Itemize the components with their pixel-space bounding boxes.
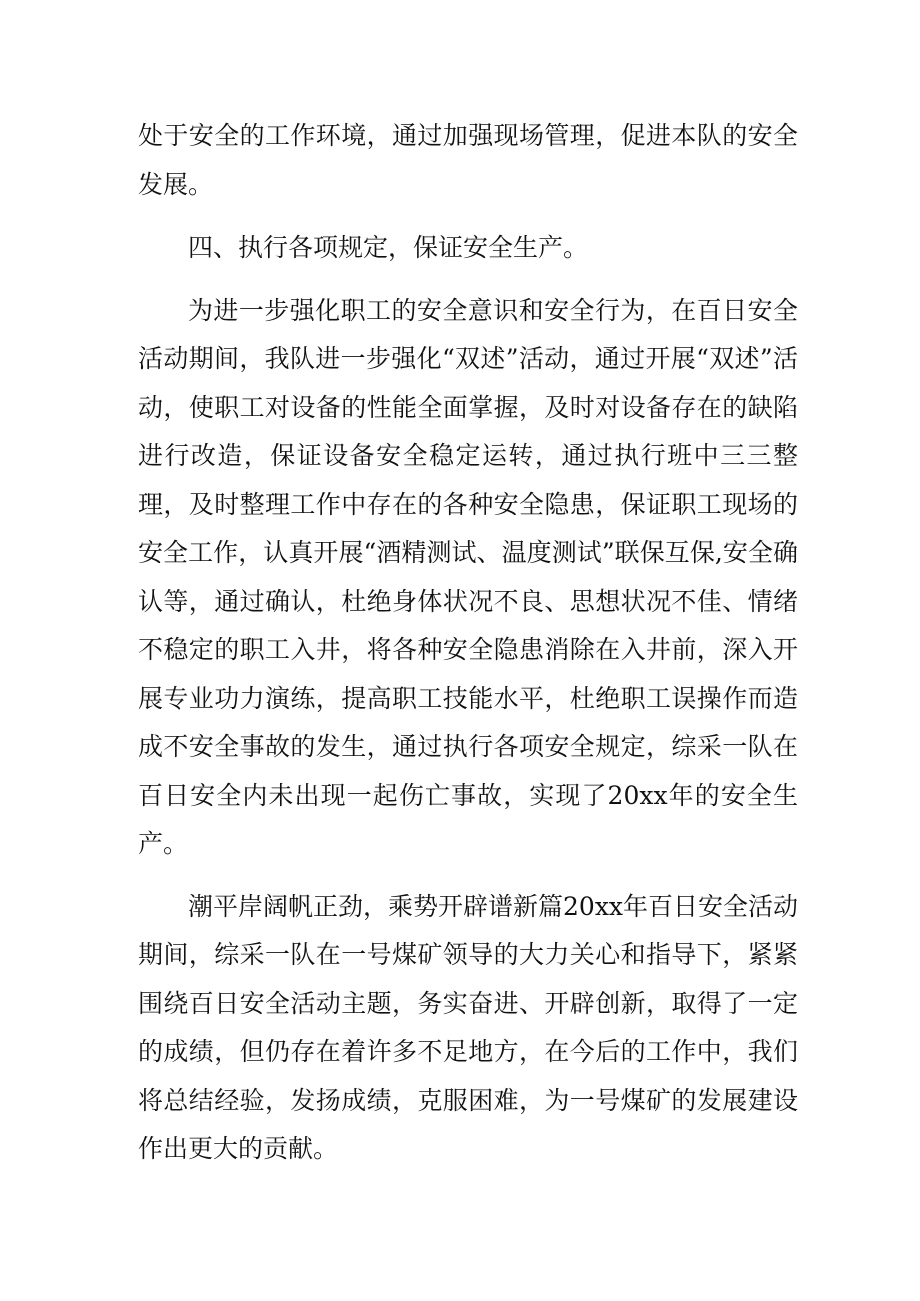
paragraph-conclusion: 潮平岸阔帆正劲，乘势开辟谱新篇20xx年百日安全活动期间，综采一队在一号煤矿领导的大力关心和指导下，紧紧围绕百日安全活动主题，务实奋进、开辟创新，取得了一定的成绩，但仍存在着许多不足地方，在今后的工作中，我们将总结经验，发扬成绩，克服困难，为一号煤矿的发展建设作出更大的贡献。 [138,891,799,1163]
section-heading: 四、执行各项规定，保证安全生产。 [188,233,589,262]
document-body [138,112,798,1174]
paragraph-continuation: 处于安全的工作环境，通过加强现场管理，促进本队的安全发展。 [138,121,798,199]
paragraph-safety-measures: 为进一步强化职工的安全意识和安全行为，在百日安全活动期间，我队进一步强化“双述”活动，通过开展“双述”活动，使职工对设备的性能全面掌握，及时对设备存在的缺陷进行改造，保证设备安全稳定运转，通过执行班中三三整理，及时整理工作中存在的各种安全隐患，保证职工现场的安全工作，认真开展“酒精测试、温度测试”联保互保,安全确认等，通过确认，杜绝身体状况不良、思想状况不佳、情绪不稳定的职工入井，将各种安全隐患消除在入井前，深入开展专业功力演练，提高职工技能水平，杜绝职工误操作而造成不安全事故的发生，通过执行各项安全规定，综采一队在百日安全内未出现一起伤亡事故，实现了20xx年的安全生产。 [138,295,798,858]
